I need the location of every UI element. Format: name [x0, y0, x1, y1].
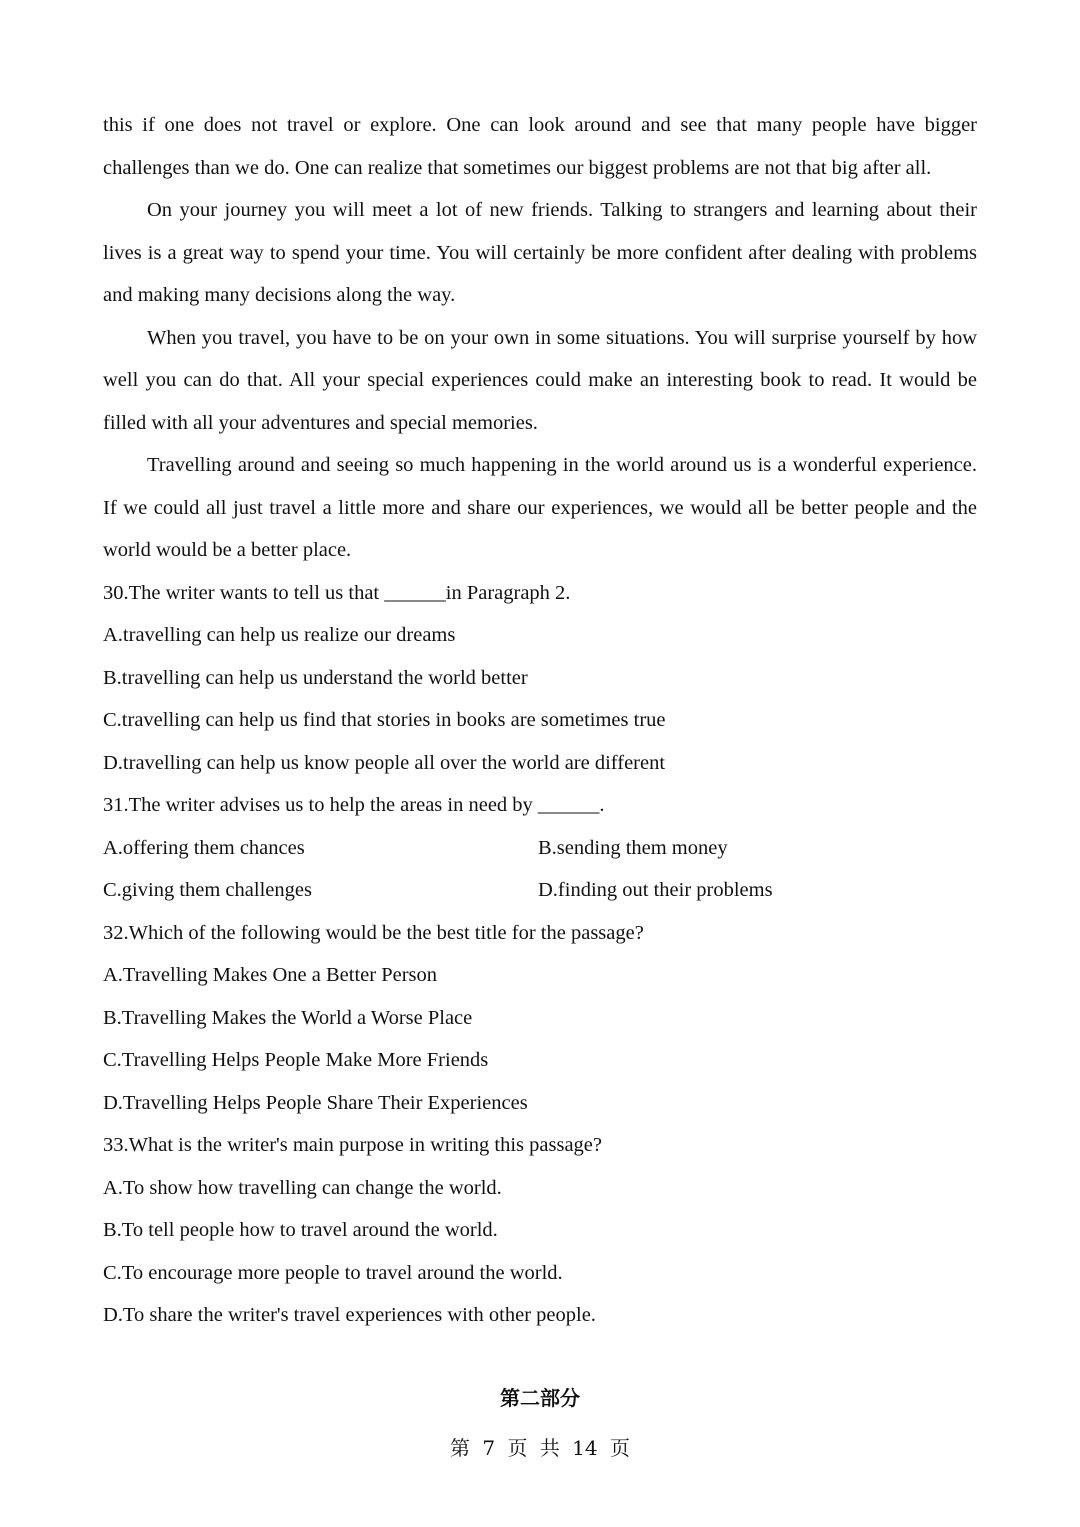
option-a: A.travelling can help us realize our dreams [103, 624, 456, 646]
option-c: C.giving them challenges [103, 879, 312, 901]
question-stem: 30.The writer wants to tell us that ______in Paragraph 2. [103, 581, 571, 604]
option-c: C.Travelling Helps People Make More Friends [103, 1049, 489, 1071]
exam-page [103, 104, 977, 1337]
passage-paragraph-4: Travelling around and seeing so much happening in the world around us is a wonderful experience. If we could all just travel a little more and share our experiences, we would all be better people and the world would be a better place. [103, 454, 977, 561]
question-32 [103, 912, 977, 1125]
passage-paragraph-1: this if one does not travel or explore. One can look around and see that many people have bigger challenges than we do. One can realize that sometimes our biggest problems are not that big after all. [103, 114, 977, 179]
option-a: A.To show how travelling can change the world. [103, 1176, 502, 1199]
question-31 [103, 784, 977, 912]
option-d: D.finding out their problems [538, 879, 773, 901]
option-d: D.To share the writer's travel experiences with other people. [103, 1304, 596, 1326]
option-b: B.To tell people how to travel around the world. [103, 1219, 498, 1241]
option-b: B.travelling can help us understand the world better [103, 666, 528, 689]
option-b: B.sending them money [538, 836, 728, 859]
option-d: D.travelling can help us know people all over the world are different [103, 751, 666, 774]
option-b: B.Travelling Makes the World a Worse Place [103, 1006, 473, 1029]
option-a: A.Travelling Makes One a Better Person [103, 964, 438, 986]
option-d: D.Travelling Helps People Share Their Experiences [103, 1091, 528, 1114]
passage-paragraph-3: When you travel, you have to be on your own in some situations. You will surprise yourself by how well you can do that. All your special experiences could make an interesting book to read. It would be filled with all your adventures and special memories. [103, 326, 977, 434]
section-title: 第二部分 [500, 1386, 580, 1410]
option-c: C.To encourage more people to travel around the world. [103, 1261, 563, 1284]
page-footer: 第 7 页 共 14 页 [450, 1436, 630, 1460]
question-stem: 31.The writer advises us to help the areas in need by ______. [103, 794, 605, 816]
options-row [103, 827, 977, 870]
passage-paragraph-2: On your journey you will meet a lot of new friends. Talking to strangers and learning about their lives is a great way to spend your time. You will certainly be more confident after dealing with problems and making many decisions along the way. [103, 199, 977, 306]
option-c: C.travelling can help us find that stories in books are sometimes true [103, 709, 666, 731]
question-stem: 32.Which of the following would be the best title for the passage? [103, 921, 644, 944]
question-33 [103, 1124, 977, 1337]
question-stem: 33.What is the writer's main purpose in writing this passage? [103, 1134, 603, 1156]
question-30 [103, 572, 977, 785]
option-a: A.offering them chances [103, 836, 305, 859]
options-row [103, 869, 977, 912]
